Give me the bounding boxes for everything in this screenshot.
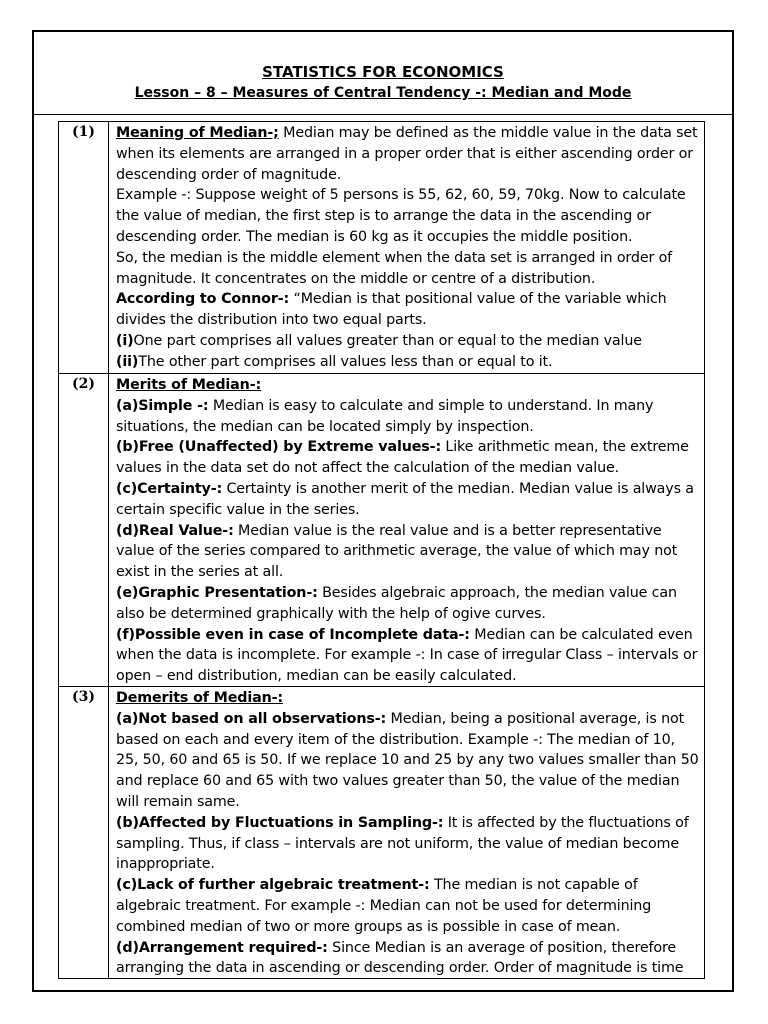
page-header bbox=[34, 32, 732, 114]
meaning-paragraph bbox=[116, 123, 700, 185]
item-label: (c)Certainty-: bbox=[116, 480, 223, 497]
part-i-text: One part comprises all values greater than or equal to the median value bbox=[133, 332, 642, 349]
item-label: (b)Free (Unaffected) by Extreme values-: bbox=[116, 439, 442, 456]
list-item bbox=[116, 875, 700, 937]
item-text: Besides algebraic approach, the median value can also be determined graphically with the help of ogive curves. bbox=[116, 584, 677, 622]
item-text: Median, being a positional average, is not based on each and every item of the distribution. Example -: The median of 10, 25, 50, 60 and 65 is 50. If we replace 10 and 25 by any two values smaller than 50 and replace 60 and 65 with two values greater than 50, the value of the median will remain same. bbox=[116, 710, 699, 810]
item-label: (a)Not based on all observations-: bbox=[116, 710, 387, 727]
example-paragraph: Example -: Suppose weight of 5 persons is 55, 62, 60, 59, 70kg. Now to calculate the value of median, the first step is to arrange the data in the ascending or descending order. The median is 60 kg as it occupies the middle position. bbox=[116, 187, 686, 245]
part-ii-text: The other part comprises all values less than or equal to it. bbox=[138, 353, 553, 370]
row-content bbox=[109, 374, 704, 686]
item-label: (b)Affected by Fluctuations in Sampling-: bbox=[116, 814, 444, 831]
row-content bbox=[109, 122, 704, 373]
row-content bbox=[109, 687, 704, 978]
list-item bbox=[116, 938, 700, 979]
part-ii bbox=[116, 352, 700, 373]
list-item bbox=[116, 521, 700, 583]
table-row bbox=[59, 374, 704, 687]
connor-label: According to Connor-: bbox=[116, 291, 290, 308]
item-text: It is affected by the fluctuations of sampling. Thus, if class – intervals are not uniform, the value of median become inappropriate. bbox=[116, 814, 689, 873]
item-text: Since Median is an average of position, therefore arranging the data in ascending or descending order. Order of magnitude is time bbox=[116, 939, 684, 977]
page-frame bbox=[32, 30, 734, 992]
part-i bbox=[116, 331, 700, 352]
list-item bbox=[116, 396, 700, 438]
connor-definition bbox=[116, 289, 700, 331]
section-heading: Meaning of Median-; bbox=[116, 125, 279, 141]
item-text: Like arithmetic mean, the extreme values in the data set do not affect the calculation of the median value. bbox=[116, 439, 689, 477]
heading-text: Median may be defined as the middle value in the data set when its elements are arranged in a proper order that is either ascending order or descending order of magnitude. bbox=[116, 125, 698, 183]
item-text: The median is not capable of algebraic treatment. For example -: Median can not be used for determining combined median of two or more groups as is possible in case of mean. bbox=[116, 877, 652, 935]
part-ii-label: (ii) bbox=[116, 353, 139, 370]
summary-paragraph: So, the median is the middle element when the data set is arranged in order of magnitude. It concentrates on the middle or centre of a distribution. bbox=[116, 249, 673, 287]
row-number: (1) bbox=[59, 122, 109, 373]
list-item bbox=[116, 437, 700, 479]
header-divider bbox=[34, 114, 732, 115]
item-text: Median can be calculated even when the data is incomplete. For example -: In case of irregular Class – intervals or open – end distribution, median can be easily calculated. bbox=[116, 626, 698, 685]
table-row bbox=[59, 687, 704, 978]
item-text: Certainty is another merit of the median. Median value is always a certain specific value in the series. bbox=[116, 480, 694, 518]
item-label: (c)Lack of further algebraic treatment-: bbox=[116, 877, 430, 894]
connor-text: “Median is that positional value of the variable which divides the distribution into two equal parts. bbox=[116, 291, 667, 329]
lesson-subtitle: Lesson – 8 – Measures of Central Tendency -: Median and Mode bbox=[134, 85, 632, 101]
item-label: (f)Possible even in case of Incomplete data-: bbox=[116, 626, 470, 643]
notes-table bbox=[58, 121, 705, 979]
list-item bbox=[116, 583, 700, 625]
part-i-label: (i) bbox=[116, 332, 134, 349]
list-item bbox=[116, 709, 700, 813]
section-heading: Merits of Median-: bbox=[116, 377, 262, 393]
item-label: (a)Simple -: bbox=[116, 397, 209, 414]
list-item bbox=[116, 813, 700, 875]
item-text: Median value is the real value and is a better representative value of the series compared to arithmetic average, the value of which may not exist in the series at all. bbox=[116, 522, 678, 581]
item-label: (e)Graphic Presentation-: bbox=[116, 584, 318, 601]
page-title: STATISTICS FOR ECONOMICS bbox=[262, 63, 504, 81]
table-row bbox=[59, 122, 704, 374]
list-item bbox=[116, 479, 700, 521]
item-label: (d)Arrangement required-: bbox=[116, 939, 328, 956]
list-item bbox=[116, 625, 700, 687]
row-number: (3) bbox=[59, 687, 109, 978]
section-heading: Demerits of Median-: bbox=[116, 690, 283, 706]
item-text: Median is easy to calculate and simple to understand. In many situations, the median can be located simply by inspection. bbox=[116, 397, 654, 435]
row-number: (2) bbox=[59, 374, 109, 686]
item-label: (d)Real Value-: bbox=[116, 522, 234, 539]
